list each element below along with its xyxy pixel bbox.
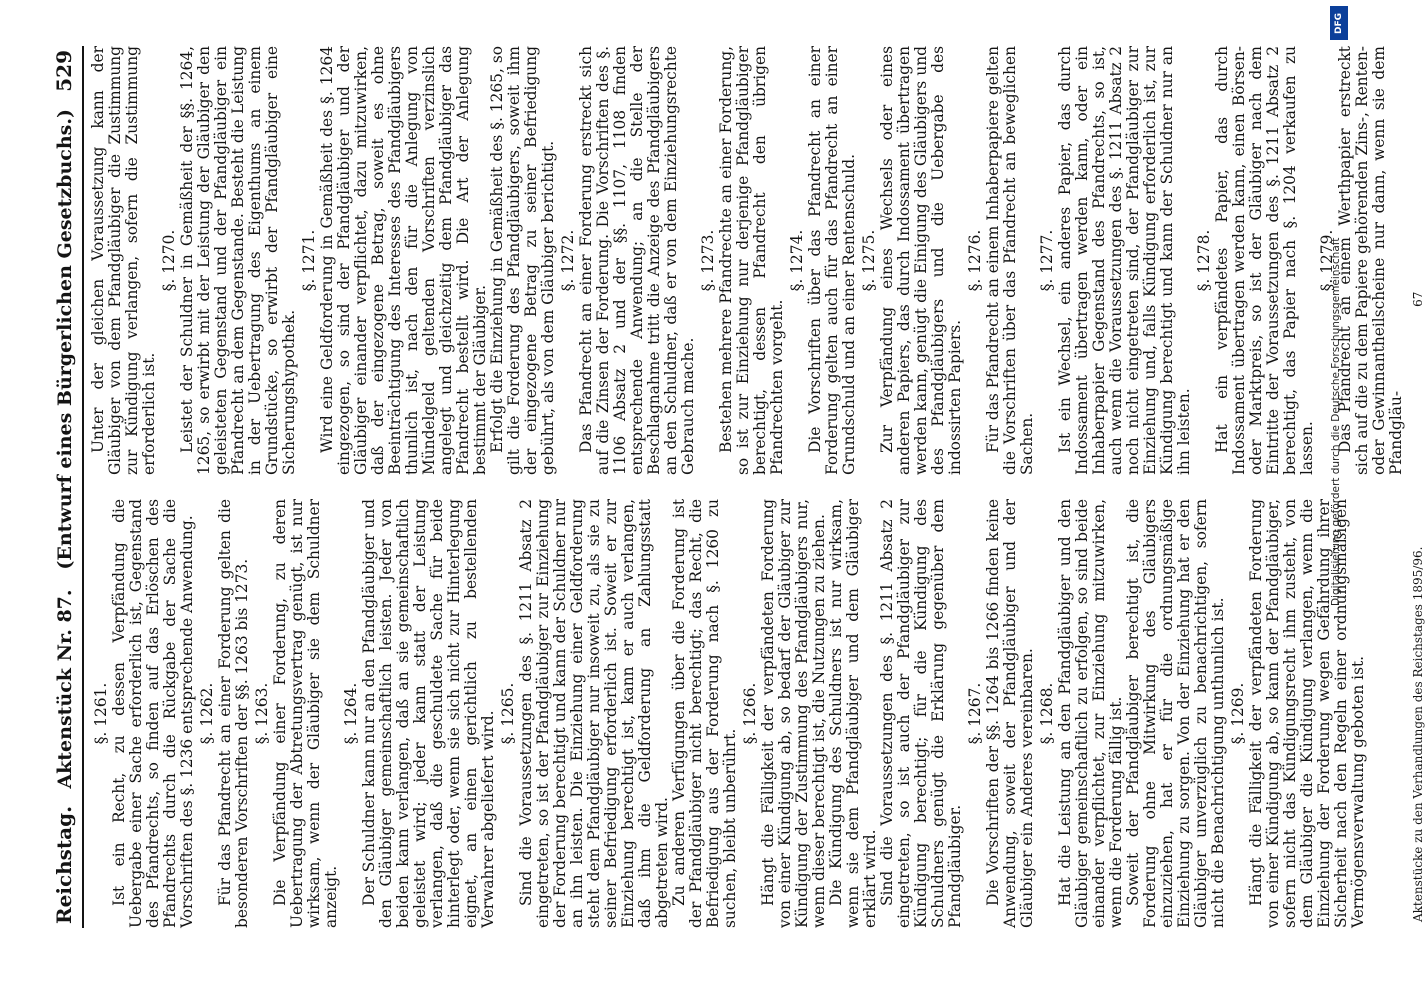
section-number: §. 1263. [253, 682, 271, 745]
header-center: Aktenstück Nr. 87. [54, 589, 76, 789]
section-number: §. 1275. [860, 229, 878, 292]
dfg-logo: DFG [1330, 6, 1348, 40]
paragraph: Leistet der Schuldner in Gemäßheit der §§. 1264, 1265, so erwirbt mit der Leistung der Gläubiger den geleisteten Gegenstand und der Pfandgläubiger ein Pfandrecht an dem Gegenstande. Besteht die Leistung in der Uebertragung des Eigenthums an einem Grundstücke, so erwirbt der Pfandgläubiger eine Sicherungshypothek. [178, 46, 298, 475]
digitization-note: Digitalisierung gefördert durch die Deutsche Forschungsgemeinschaft [1330, 237, 1342, 606]
paragraph: Hat ein verpfändetes Papier, das durch Indossament übertragen werden kann, einen Börsen- oder Marktpreis, so ist der Gläubiger nach dem Eintritte der Voraussetzungen des §. 1211 Absatz 2 berechtigt, das Papier nach §. 1204 verkaufen zu lassen. [1213, 46, 1316, 475]
header-left: Reichstag. [52, 805, 76, 924]
paragraph: Für das Pfandrecht an einer Forderung gelten die besonderen Vorschriften der §§. 1263 bis 1273. [216, 499, 251, 928]
paragraph: Soweit der Pfandgläubiger berechtigt ist, die Forderung ohne Mitwirkung des Gläubigers einzuziehen, hat er für die ordnungsmäßige Einziehung zu sorgen. Von der Einziehung hat er den Gläubiger unverzüglich zu benachrichtigen, sofern nicht die Benachrichtigung unthunlich ist. [1124, 499, 1227, 928]
section-number: §. 1278. [1195, 229, 1213, 292]
paragraph: Für das Pfandrecht an einem Inhaberpapiere gelten die Vorschriften über das Pfandrecht an beweglichen Sachen. [984, 46, 1036, 475]
page-footer [1411, 46, 1425, 928]
section-number: §. 1267. [966, 682, 984, 745]
header-center2: (Entwurf eines Bürgerlichen Gesetzbuchs.) [54, 109, 76, 570]
left-column [90, 499, 1405, 928]
paragraph: Ist ein Wechsel, ein anderes Papier, das durch Indossament übertragen werden kann, oder ein Inhaberpapier Gegenstand des Pfandrechts, so ist, auch wenn die Voraussetzungen des §. 1211 Absatz 2 noch nicht eingetreten sind, der Pfandgläubiger zur Einziehung und, falls Kündigung erforderlich ist, zur Kündigung berechtigt und kann der Schuldner nur an ihn leisten. [1056, 46, 1193, 475]
paragraph: Erfolgt die Einziehung in Gemäßheit des §. 1265, so gilt die Forderung des Pfandgläubigers, soweit ihm der eingezogene Betrag zu seiner Befriedigung gebührt, als von dem Gläubiger berichtigt. [488, 46, 557, 475]
paragraph: Der Schuldner kann nur an den Pfandgläubiger und den Gläubiger gemeinschaftlich leisten. Jeder von beiden kann verlangen, daß an sie gemeinschaftlich geleistet wird; jeder kann statt der Leistung verlangen, daß die geschuldete Sache für beide hinterlegt oder, wenn sie sich nicht zur Hinterlegung eignet, an einen gerichtlich zu bestellenden Verwahrer abgeliefert wird. [360, 499, 497, 928]
section-number: §. 1271. [300, 229, 318, 292]
section-number: §. 1273. [699, 229, 717, 292]
section-number: §. 1276. [966, 229, 984, 292]
section-number: §. 1277. [1038, 229, 1056, 292]
section-number: §. 1270. [160, 229, 178, 292]
paragraph: Wird eine Geldforderung in Gemäßheit des §. 1264 eingezogen, so sind der Pfandgläubiger und der Gläubiger einander verpflichtet, dazu mitzuwirken, daß der eingezogene Betrag, soweit es ohne Beeinträchtigung des Interesses des Pfandgläubigers thunlich ist, nach den für die Anlegung von Mündelgeld geltenden Vorschriften verzinslich angelegt und gleichzeitig dem Pfandgläubiger das Pfandrecht bestellt wird. Die Art der Anlegung bestimmt der Gläubiger. [318, 46, 489, 475]
section-number: §. 1268. [1038, 682, 1056, 745]
paragraph: Zu anderen Verfügungen über die Forderung ist der Pfandgläubiger nicht berechtigt; das Recht, die Befriedigung aus der Forderung nach §. 1260 zu suchen, bleibt unberührt. [670, 499, 739, 928]
header-title [54, 109, 76, 789]
paragraph: Hängt die Fälligkeit der verpfändeten Forderung von einer Kündigung ab, so bedarf der Gläubiger zur Kündigung der Zustimmung des Pfandgläubigers nur, wenn dieser berechtigt ist, die Nutzungen zu ziehen. [759, 499, 828, 928]
paragraph: Hat die Leistung an den Pfandgläubiger und den Gläubiger gemeinschaftlich zu erfolgen, so sind beide einander verpflichtet, zur Einziehung mitzuwirken, wenn die Forderung fällig ist. [1056, 499, 1125, 928]
section-number: §. 1266. [741, 682, 759, 745]
section-number: §. 1264. [342, 682, 360, 745]
page-number: 529 [52, 50, 76, 92]
paragraph: Ist ein Recht, zu dessen Verpfändung die Uebergabe einer Sache erforderlich ist, Gegenstand des Pfandrechts, so finden auf das Erlöschen des Pfandrechts durch die Rückgabe der Sache die Vorschriften des §. 1236 entsprechende Anwendung. [110, 499, 196, 928]
paragraph: Die Kündigung des Schuldners ist nur wirksam, wenn sie dem Pfandgläubiger und dem Gläubiger erklärt wird. [827, 499, 879, 928]
paragraph: Sind die Voraussetzungen des §. 1211 Absatz 2 eingetreten, so ist auch der Pfandgläubiger zur Kündigung berechtigt; für die Kündigung des Schuldners genügt die Erklärung gegenüber dem Pfandgläubiger. [878, 499, 964, 928]
section-number: §. 1262. [198, 682, 216, 745]
page-header [52, 46, 84, 928]
paragraph: Die Vorschriften der §§. 1264 bis 1266 finden keine Anwendung, soweit der Pfandgläubiger und der Gläubiger ein Anderes vereinbaren. [984, 499, 1036, 928]
paragraph: Die Vorschriften über das Pfandrecht an einer Forderung gelten auch für das Pfandrecht an einer Grundschuld und an einer Rentenschuld. [806, 46, 858, 475]
paragraph: Die Verpfändung einer Forderung, zu deren Uebertragung der Abtretungsvertrag genügt, ist nur wirksam, wenn der Gläubiger sie dem Schuldner anzeigt. [271, 499, 340, 928]
section-number: §. 1274. [788, 229, 806, 292]
paragraph: Unter der gleichen Voraussetzung kann der Gläubiger von dem Pfandgläubiger die Zustimmung zur Kündigung verlangen, sofern die Zustimmung erforderlich ist. [89, 46, 158, 475]
footer-source: Aktenstücke zu den Verhandlungen des Reichstages 1895/96. [1411, 546, 1425, 922]
section-number: §. 1269. [1229, 682, 1247, 745]
paragraph: Zur Verpfändung eines Wechsels oder eines anderen Papiers, das durch Indossament übertragen werden kann, genügt die Einigung des Gläubigers und des Pfandgläubigers und die Uebergabe des indossirten Papiers. [878, 46, 964, 475]
section-number: §. 1261. [92, 682, 110, 745]
digitization-strip [1330, 6, 1348, 994]
paragraph: Das Pfandrecht an einem Werthpapier erstreckt sich auf die zu dem Papiere gehörenden Zins-, Renten- oder Gewinnantheilscheine nur dann, wenn sie dem Pfandgläu- [1336, 46, 1405, 475]
section-number: §. 1279. [1318, 229, 1336, 292]
paragraph: Sind die Voraussetzungen des §. 1211 Absatz 2 eingetreten, so ist der Pfandgläubiger zur Einziehung der Forderung berechtigt und kann der Schuldner nur an ihn leisten. Die Einziehung einer Geldforderung steht dem Pfandgläubiger nur insoweit zu, als sie zu seiner Befriedigung erforderlich ist. Soweit er zur Einziehung berechtigt ist, kann er auch verlangen, daß ihm die Geldforderung an Zahlungsstatt abgetreten wird. [517, 499, 671, 928]
footer-signature: 67 [1411, 291, 1425, 307]
section-number: §. 1265. [499, 682, 517, 745]
right-column [90, 46, 1405, 475]
paragraph: Das Pfandrecht an einer Forderung erstreckt sich auf die Zinsen der Forderung. Die Vorschriften des §. 1106 Absatz 2 und der §§. 1107, 1108 finden entsprechende Anwendung; an die Stelle der Beschlagnahme tritt die Anzeige des Pfandgläubigers an den Schuldner, daß er von dem Einziehungsrechte Gebrauch mache. [577, 46, 697, 475]
paragraph: Hängt die Fälligkeit der verpfändeten Forderung von einer Kündigung ab, so kann der Pfandgläubiger, sofern nicht das Kündigungsrecht ihm zusteht, von dem Gläubiger die Kündigung verlangen, wenn die Einziehung der Forderung wegen Gefährdung ihrer Sicherheit nach den Regeln einer ordnungsmäßigen Vermögensverwaltung geboten ist. [1247, 499, 1367, 928]
paragraph: Bestehen mehrere Pfandrechte an einer Forderung, so ist zur Einziehung nur derjenige Pfandgläubiger berechtigt, dessen Pfandrecht den übrigen Pfandrechten vorgeht. [717, 46, 786, 475]
section-number: §. 1272. [559, 229, 577, 292]
